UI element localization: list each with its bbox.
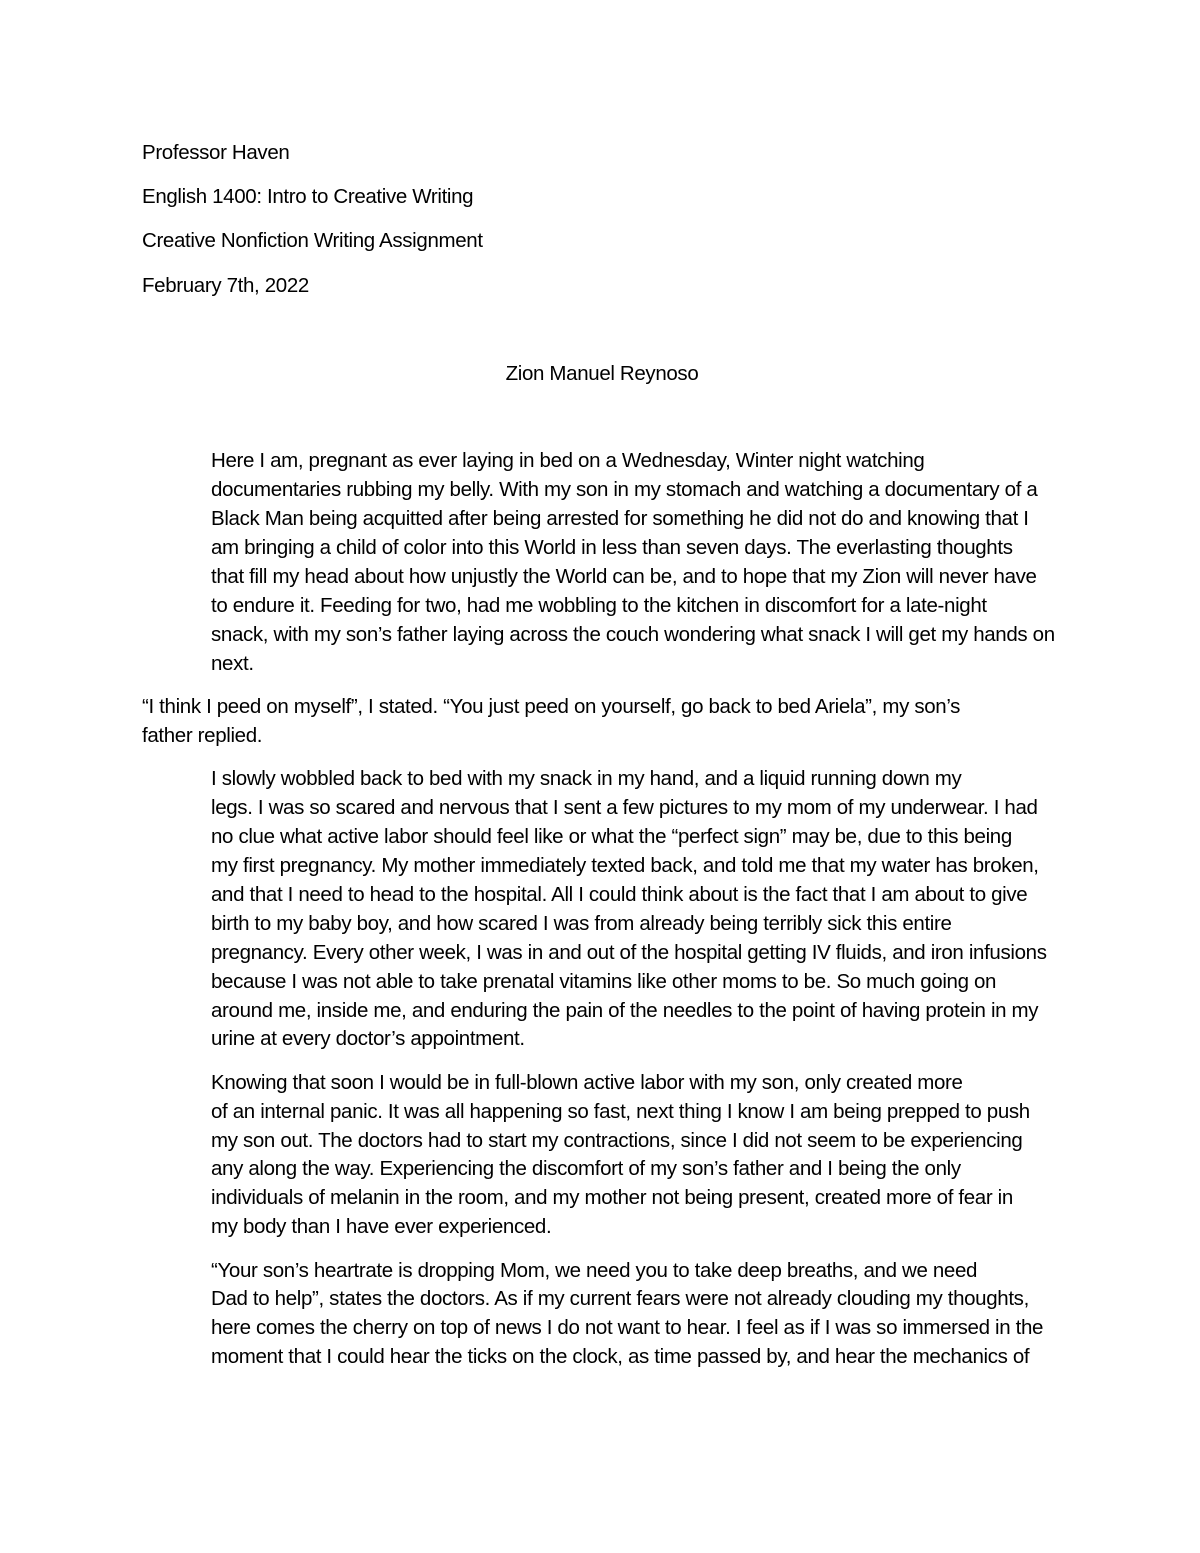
professor-name: Professor Haven	[142, 141, 290, 164]
paragraph-line: my body than I have ever experienced.	[211, 1215, 552, 1239]
paragraph-line: to endure it. Feeding for two, had me wobbling to the kitchen in discomfort for a late-night	[211, 593, 987, 617]
paragraph-line: documentaries rubbing my belly. With my son in my stomach and watching a documentary of a	[211, 478, 1038, 502]
paragraph-line: my son out. The doctors had to start my contractions, since I did not seem to be experiencing	[211, 1128, 1023, 1152]
essay-paragraph	[142, 765, 1062, 1054]
essay-paragraph	[142, 1257, 1062, 1373]
paragraph-line: father replied.	[142, 723, 263, 747]
essay-paragraph	[142, 693, 1062, 751]
paragraph-line: here comes the cherry on top of news I do not want to hear. I feel as if I was so immersed in the	[211, 1316, 1044, 1340]
paragraph-line: I slowly wobbled back to bed with my snack in my hand, and a liquid running down my	[211, 767, 962, 791]
paragraph-line: no clue what active labor should feel like or what the “perfect sign” may be, due to this being	[211, 825, 1012, 849]
paragraph-line: individuals of melanin in the room, and my mother not being present, created more of fear in	[211, 1186, 1013, 1210]
paragraph-line: “I think I peed on myself”, I stated. “You just peed on yourself, go back to bed Ariela”, my son’s	[142, 695, 961, 719]
paragraph-line: urine at every doctor’s appointment.	[211, 1027, 525, 1051]
paragraph-line: Here I am, pregnant as ever laying in bed on a Wednesday, Winter night watching	[211, 449, 925, 473]
paragraph-line: birth to my baby boy, and how scared I was from already being terribly sick this entire	[211, 911, 952, 935]
paragraph-line: snack, with my son’s father laying across the couch wondering what snack I will get my hands on	[211, 622, 1055, 646]
paragraph-line: around me, inside me, and enduring the pain of the needles to the point of having protein in my	[211, 998, 1039, 1022]
essay-paragraphs	[142, 447, 1062, 1372]
paragraph-line: any along the way. Experiencing the discomfort of my son’s father and I being the only	[211, 1157, 961, 1181]
document-body	[142, 139, 1062, 1387]
paragraph-line: legs. I was so scared and nervous that I sent a few pictures to my mom of my underwear. I had	[211, 796, 1038, 820]
assignment-name: Creative Nonfiction Writing Assignment	[142, 229, 483, 253]
essay-paragraph	[142, 1069, 1062, 1242]
paragraph-line: am bringing a child of color into this World in less than seven days. The everlasting thoughts	[211, 536, 1013, 560]
paragraph-line: that fill my head about how unjustly the World can be, and to hope that my Zion will never have	[211, 565, 1037, 589]
paragraph-line: because I was not able to take prenatal vitamins like other moms to be. So much going on	[211, 969, 997, 993]
paragraph-line: next.	[211, 651, 254, 675]
paragraph-line: moment that I could hear the ticks on the clock, as time passed by, and hear the mechanics of	[211, 1345, 1030, 1369]
document-date: February 7th, 2022	[142, 273, 309, 297]
paragraph-line: and that I need to head to the hospital. All I could think about is the fact that I am about to give	[211, 882, 1028, 906]
essay-paragraph	[142, 447, 1062, 678]
course-name: English 1400: Intro to Creative Writing	[142, 185, 474, 209]
paragraph-line: Black Man being acquitted after being arrested for something he did not do and knowing that I	[211, 507, 1029, 531]
paragraph-line: of an internal panic. It was all happening so fast, next thing I know I am being prepped to push	[211, 1099, 1030, 1123]
paragraph-line: pregnancy. Every other week, I was in and out of the hospital getting IV fluids, and iron infusions	[211, 940, 1047, 964]
paragraph-line: my first pregnancy. My mother immediately texted back, and told me that my water has broken,	[211, 853, 1039, 877]
paragraph-line: “Your son’s heartrate is dropping Mom, we need you to take deep breaths, and we need	[211, 1258, 978, 1282]
essay-title: Zion Manuel Reynoso	[505, 361, 699, 385]
paragraph-line: Dad to help”, states the doctors. As if my current fears were not already clouding my thoughts,	[211, 1287, 1029, 1311]
paragraph-line: Knowing that soon I would be in full-blown active labor with my son, only created more	[211, 1070, 963, 1094]
